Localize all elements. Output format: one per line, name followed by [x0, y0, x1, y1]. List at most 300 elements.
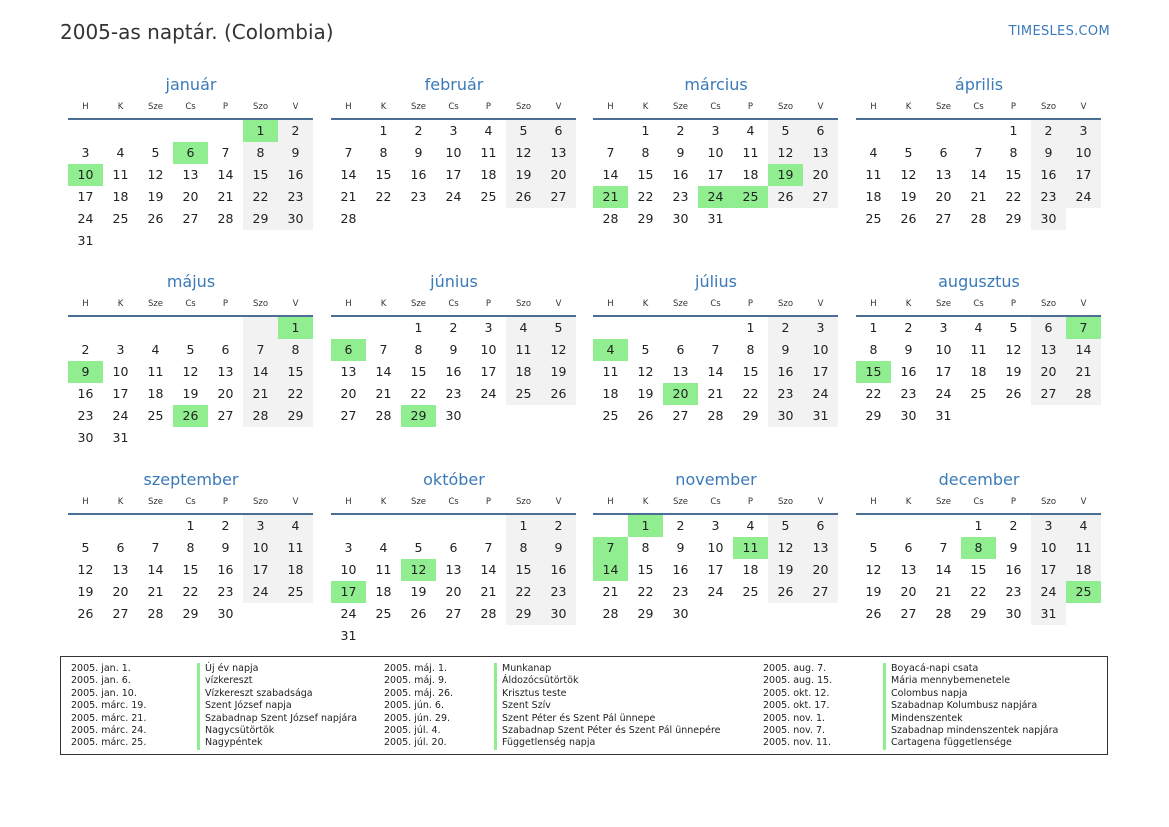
empty-cell — [856, 120, 891, 142]
day-cell: 14 — [340, 167, 357, 182]
weekday-header: Szo — [243, 96, 278, 120]
day-cell: 21 — [1066, 361, 1101, 383]
day-cell: 10 — [340, 562, 357, 577]
day-cell: 16 — [900, 364, 917, 379]
empty-cell — [541, 405, 576, 427]
weekday-header: H — [331, 491, 366, 515]
empty-cell — [961, 405, 996, 427]
day-cell: 26 — [900, 211, 917, 226]
day-cell: 26 — [173, 405, 208, 427]
day-cell: 26 — [77, 606, 94, 621]
day-cell: 18 — [480, 167, 497, 182]
day-cell: 22 — [375, 189, 392, 204]
weekday-header: H — [593, 96, 628, 120]
weekday-header: K — [628, 293, 663, 317]
day-cell: 22 — [1005, 189, 1022, 204]
month-name: szeptember — [143, 470, 239, 489]
day-cell: 25 — [733, 186, 768, 208]
day-cell: 3 — [1031, 515, 1066, 537]
day-cell: 4 — [869, 145, 878, 160]
day-cell: 9 — [278, 142, 313, 164]
day-cell: 20 — [803, 164, 838, 186]
day-cell: 3 — [803, 317, 838, 339]
day-cell: 5 — [414, 540, 423, 555]
empty-cell — [541, 625, 576, 647]
day-cell: 18 — [970, 364, 987, 379]
day-cell: 15 — [410, 364, 427, 379]
empty-cell — [243, 317, 278, 339]
weekday-header: V — [1066, 491, 1101, 515]
day-cell: 9 — [676, 540, 685, 555]
empty-cell — [103, 230, 138, 252]
empty-cell — [103, 317, 138, 339]
day-cell: 11 — [506, 339, 541, 361]
day-cell: 18 — [865, 189, 882, 204]
day-cell: 28 — [480, 606, 497, 621]
legend-holiday-name: Szabadnap Kolumbusz napjára — [883, 700, 1037, 712]
day-cell: 16 — [410, 167, 427, 182]
weekday-header: Sze — [926, 293, 961, 317]
empty-cell — [541, 208, 576, 230]
day-cell: 20 — [340, 386, 357, 401]
day-cell: 28 — [707, 408, 724, 423]
day-cell: 20 — [1031, 361, 1066, 383]
empty-cell — [593, 120, 628, 142]
day-cell: 22 — [506, 581, 541, 603]
day-cell: 1 — [278, 317, 313, 339]
legend-date: 2005. jan. 1. — [71, 663, 131, 674]
day-cell: 26 — [506, 186, 541, 208]
legend-date: 2005. nov. 7. — [763, 724, 826, 736]
weekday-header: V — [803, 293, 838, 317]
day-cell: 2 — [221, 518, 230, 533]
month-name: január — [165, 75, 217, 94]
day-cell: 10 — [68, 164, 103, 186]
day-cell: 29 — [506, 603, 541, 625]
day-cell: 14 — [217, 167, 234, 182]
day-cell: 4 — [116, 145, 125, 160]
day-cell: 23 — [900, 386, 917, 401]
day-cell: 6 — [904, 540, 913, 555]
day-cell: 13 — [1031, 339, 1066, 361]
day-cell: 21 — [970, 189, 987, 204]
day-cell: 2 — [768, 317, 803, 339]
day-cell: 9 — [1009, 540, 1018, 555]
day-cell: 16 — [541, 559, 576, 581]
day-cell: 21 — [147, 584, 164, 599]
day-cell: 8 — [278, 339, 313, 361]
day-cell: 3 — [116, 342, 125, 357]
day-cell: 11 — [480, 145, 497, 160]
legend-date: 2005. máj. 26. — [384, 687, 454, 699]
day-cell: 5 — [151, 145, 160, 160]
weekday-header: Sze — [401, 96, 436, 120]
day-cell: 2 — [541, 515, 576, 537]
empty-cell — [506, 625, 541, 647]
day-cell: 26 — [1005, 386, 1022, 401]
empty-cell — [1066, 405, 1101, 427]
day-cell: 15 — [856, 361, 891, 383]
day-cell: 16 — [278, 164, 313, 186]
month-name: február — [424, 75, 484, 94]
day-cell: 7 — [243, 339, 278, 361]
weekday-header: Cs — [698, 491, 733, 515]
weekday-header: Szo — [1031, 293, 1066, 317]
weekday-header: V — [803, 491, 838, 515]
legend-holiday-name: Függetlenség napja — [494, 737, 595, 749]
day-cell: 4 — [484, 123, 493, 138]
day-cell: 26 — [147, 211, 164, 226]
day-cell: 20 — [112, 584, 129, 599]
month-7 — [593, 271, 839, 427]
month-8 — [856, 271, 1102, 427]
day-cell: 31 — [77, 233, 94, 248]
empty-cell — [506, 208, 541, 230]
day-cell: 2 — [414, 123, 423, 138]
day-cell: 25 — [375, 606, 392, 621]
weekday-header: P — [471, 491, 506, 515]
day-cell: 13 — [672, 364, 689, 379]
day-cell: 14 — [602, 167, 619, 182]
empty-cell — [1066, 603, 1101, 625]
empty-cell — [733, 208, 768, 230]
weekday-header: P — [208, 491, 243, 515]
day-cell: 14 — [375, 364, 392, 379]
day-cell: 22 — [742, 386, 759, 401]
month-2 — [331, 74, 577, 230]
day-cell: 3 — [243, 515, 278, 537]
day-cell: 8 — [641, 540, 650, 555]
empty-cell — [243, 603, 278, 625]
day-cell: 30 — [217, 606, 234, 621]
month-grid — [331, 96, 577, 230]
empty-cell — [138, 230, 173, 252]
day-cell: 23 — [445, 386, 462, 401]
day-cell: 29 — [182, 606, 199, 621]
weekday-header: K — [103, 293, 138, 317]
day-cell: 22 — [637, 189, 654, 204]
day-cell: 12 — [401, 559, 436, 581]
weekday-header: Szo — [768, 96, 803, 120]
day-cell: 31 — [803, 405, 838, 427]
day-cell: 25 — [480, 189, 497, 204]
day-cell: 28 — [340, 211, 357, 226]
empty-cell — [138, 427, 173, 449]
day-cell: 17 — [112, 386, 129, 401]
day-cell: 12 — [182, 364, 199, 379]
weekday-header: Sze — [926, 491, 961, 515]
day-cell: 18 — [742, 167, 759, 182]
day-cell: 26 — [541, 383, 576, 405]
day-cell: 16 — [445, 364, 462, 379]
day-cell: 13 — [900, 562, 917, 577]
month-name: március — [684, 75, 748, 94]
day-cell: 7 — [606, 145, 615, 160]
month-9 — [68, 469, 314, 625]
day-cell: 23 — [77, 408, 94, 423]
day-cell: 4 — [746, 123, 755, 138]
day-cell: 27 — [935, 211, 952, 226]
month-grid — [68, 96, 314, 252]
weekday-header: P — [471, 96, 506, 120]
day-cell: 7 — [593, 537, 628, 559]
day-cell: 24 — [112, 408, 129, 423]
day-cell: 23 — [1031, 186, 1066, 208]
day-cell: 3 — [484, 320, 493, 335]
empty-cell — [436, 625, 471, 647]
day-cell: 4 — [746, 518, 755, 533]
day-cell: 25 — [602, 408, 619, 423]
legend-holiday-name: Áldozócsütörtök — [494, 675, 578, 687]
day-cell: 30 — [768, 405, 803, 427]
weekday-header: P — [996, 491, 1031, 515]
legend-date: 2005. jún. 6. — [384, 700, 445, 712]
empty-cell — [68, 515, 103, 537]
day-cell: 2 — [676, 518, 685, 533]
empty-cell — [138, 120, 173, 142]
weekday-header: Sze — [138, 96, 173, 120]
day-cell: 10 — [480, 342, 497, 357]
day-cell: 19 — [77, 584, 94, 599]
day-cell: 26 — [865, 606, 882, 621]
day-cell: 2 — [1031, 120, 1066, 142]
month-name: április — [954, 75, 1004, 94]
day-cell: 6 — [173, 142, 208, 164]
day-cell: 12 — [147, 167, 164, 182]
day-cell: 4 — [379, 540, 388, 555]
day-cell: 7 — [1066, 317, 1101, 339]
weekday-header: H — [593, 491, 628, 515]
month-name: május — [166, 272, 216, 291]
day-cell: 23 — [672, 189, 689, 204]
day-cell: 31 — [707, 211, 724, 226]
day-cell: 4 — [151, 342, 160, 357]
day-cell: 15 — [742, 364, 759, 379]
month-name: augusztus — [938, 272, 1020, 291]
day-cell: 20 — [935, 189, 952, 204]
day-cell: 24 — [340, 606, 357, 621]
day-cell: 28 — [375, 408, 392, 423]
day-cell: 11 — [147, 364, 164, 379]
day-cell: 25 — [112, 211, 129, 226]
legend-date: 2005. márc. 21. — [71, 712, 147, 724]
weekday-header: Sze — [663, 491, 698, 515]
day-cell: 29 — [278, 405, 313, 427]
day-cell: 26 — [768, 186, 803, 208]
day-cell: 11 — [733, 537, 768, 559]
day-cell: 24 — [445, 189, 462, 204]
day-cell: 7 — [379, 342, 388, 357]
day-cell: 2 — [81, 342, 90, 357]
empty-cell — [208, 120, 243, 142]
day-cell: 30 — [77, 430, 94, 445]
month-10 — [331, 469, 577, 647]
day-cell: 24 — [243, 581, 278, 603]
weekday-header: P — [733, 96, 768, 120]
day-cell: 6 — [331, 339, 366, 361]
day-cell: 5 — [768, 515, 803, 537]
day-cell: 27 — [182, 211, 199, 226]
legend-date: 2005. jan. 6. — [71, 675, 131, 687]
day-cell: 19 — [506, 164, 541, 186]
day-cell: 9 — [449, 342, 458, 357]
day-cell: 25 — [506, 383, 541, 405]
day-cell: 31 — [340, 628, 357, 643]
empty-cell — [768, 208, 803, 230]
day-cell: 22 — [637, 584, 654, 599]
day-cell: 17 — [1066, 164, 1101, 186]
empty-cell — [803, 603, 838, 625]
brand-link[interactable]: TIMESLES.COM — [1008, 24, 1110, 39]
weekday-header: Sze — [663, 293, 698, 317]
day-cell: 11 — [602, 364, 619, 379]
day-cell: 21 — [217, 189, 234, 204]
legend-date: 2005. jan. 10. — [71, 687, 137, 699]
day-cell: 20 — [541, 164, 576, 186]
day-cell: 22 — [865, 386, 882, 401]
day-cell: 30 — [1031, 208, 1066, 230]
day-cell: 14 — [147, 562, 164, 577]
day-cell: 8 — [869, 342, 878, 357]
month-6 — [331, 271, 577, 427]
holiday-legend — [60, 656, 1108, 755]
day-cell: 24 — [77, 211, 94, 226]
day-cell: 22 — [410, 386, 427, 401]
day-cell: 12 — [1005, 342, 1022, 357]
day-cell: 15 — [243, 164, 278, 186]
day-cell: 11 — [112, 167, 129, 182]
day-cell: 6 — [1031, 317, 1066, 339]
day-cell: 29 — [401, 405, 436, 427]
day-cell: 13 — [217, 364, 234, 379]
day-cell: 6 — [541, 120, 576, 142]
empty-cell — [138, 515, 173, 537]
day-cell: 27 — [672, 408, 689, 423]
weekday-header: Sze — [401, 491, 436, 515]
weekday-header: Szo — [243, 491, 278, 515]
day-cell: 26 — [768, 581, 803, 603]
day-cell: 30 — [900, 408, 917, 423]
day-cell: 4 — [593, 339, 628, 361]
weekday-header: Szo — [506, 293, 541, 317]
weekday-header: Sze — [401, 293, 436, 317]
day-cell: 10 — [243, 537, 278, 559]
day-cell: 31 — [935, 408, 952, 423]
empty-cell — [366, 515, 401, 537]
day-cell: 30 — [278, 208, 313, 230]
day-cell: 6 — [676, 342, 685, 357]
day-cell: 24 — [480, 386, 497, 401]
day-cell: 17 — [243, 559, 278, 581]
day-cell: 5 — [541, 317, 576, 339]
day-cell: 11 — [865, 167, 882, 182]
day-cell: 13 — [445, 562, 462, 577]
day-cell: 1 — [869, 320, 878, 335]
day-cell: 3 — [449, 123, 458, 138]
day-cell: 25 — [1066, 581, 1101, 603]
day-cell: 31 — [112, 430, 129, 445]
empty-cell — [768, 603, 803, 625]
day-cell: 7 — [344, 145, 353, 160]
day-cell: 19 — [900, 189, 917, 204]
day-cell: 18 — [1066, 559, 1101, 581]
day-cell: 11 — [375, 562, 392, 577]
weekday-header: Sze — [663, 96, 698, 120]
weekday-header: H — [331, 293, 366, 317]
day-cell: 30 — [445, 408, 462, 423]
day-cell: 16 — [1005, 562, 1022, 577]
day-cell: 27 — [217, 408, 234, 423]
weekday-header: V — [541, 491, 576, 515]
day-cell: 4 — [1066, 515, 1101, 537]
empty-cell — [471, 625, 506, 647]
weekday-header: V — [278, 293, 313, 317]
day-cell: 22 — [182, 584, 199, 599]
day-cell: 14 — [1066, 339, 1101, 361]
day-cell: 29 — [637, 606, 654, 621]
day-cell: 17 — [707, 167, 724, 182]
weekday-header: Szo — [1031, 96, 1066, 120]
day-cell: 18 — [375, 584, 392, 599]
day-cell: 17 — [707, 562, 724, 577]
weekday-header: Sze — [926, 96, 961, 120]
day-cell: 9 — [1031, 142, 1066, 164]
day-cell: 20 — [182, 189, 199, 204]
day-cell: 28 — [217, 211, 234, 226]
day-cell: 6 — [116, 540, 125, 555]
day-cell: 16 — [77, 386, 94, 401]
empty-cell — [471, 405, 506, 427]
day-cell: 18 — [147, 386, 164, 401]
day-cell: 5 — [186, 342, 195, 357]
day-cell: 26 — [637, 408, 654, 423]
day-cell: 2 — [904, 320, 913, 335]
empty-cell — [103, 120, 138, 142]
weekday-header: V — [278, 96, 313, 120]
day-cell: 23 — [541, 581, 576, 603]
empty-cell — [173, 120, 208, 142]
empty-cell — [401, 208, 436, 230]
day-cell: 29 — [742, 408, 759, 423]
day-cell: 14 — [480, 562, 497, 577]
day-cell: 10 — [707, 145, 724, 160]
day-cell: 17 — [331, 581, 366, 603]
empty-cell — [401, 625, 436, 647]
day-cell: 14 — [243, 361, 278, 383]
month-grid — [856, 96, 1102, 230]
day-cell: 1 — [746, 320, 755, 335]
legend-holiday-name: Nagypéntek — [197, 737, 263, 749]
day-cell: 12 — [768, 537, 803, 559]
day-cell: 12 — [506, 142, 541, 164]
weekday-header: Sze — [138, 491, 173, 515]
day-cell: 3 — [711, 518, 720, 533]
empty-cell — [926, 120, 961, 142]
month-3 — [593, 74, 839, 230]
legend-date: 2005. nov. 11. — [763, 737, 832, 749]
day-cell: 25 — [147, 408, 164, 423]
day-cell: 2 — [449, 320, 458, 335]
day-cell: 20 — [663, 383, 698, 405]
weekday-header: Szo — [1031, 491, 1066, 515]
empty-cell — [68, 317, 103, 339]
day-cell: 1 — [628, 515, 663, 537]
legend-holiday-name: Vízkereszt szabadsága — [197, 688, 313, 700]
weekday-header: V — [1066, 293, 1101, 317]
legend-date: 2005. márc. 24. — [71, 724, 147, 736]
day-cell: 7 — [151, 540, 160, 555]
month-grid — [68, 293, 314, 449]
